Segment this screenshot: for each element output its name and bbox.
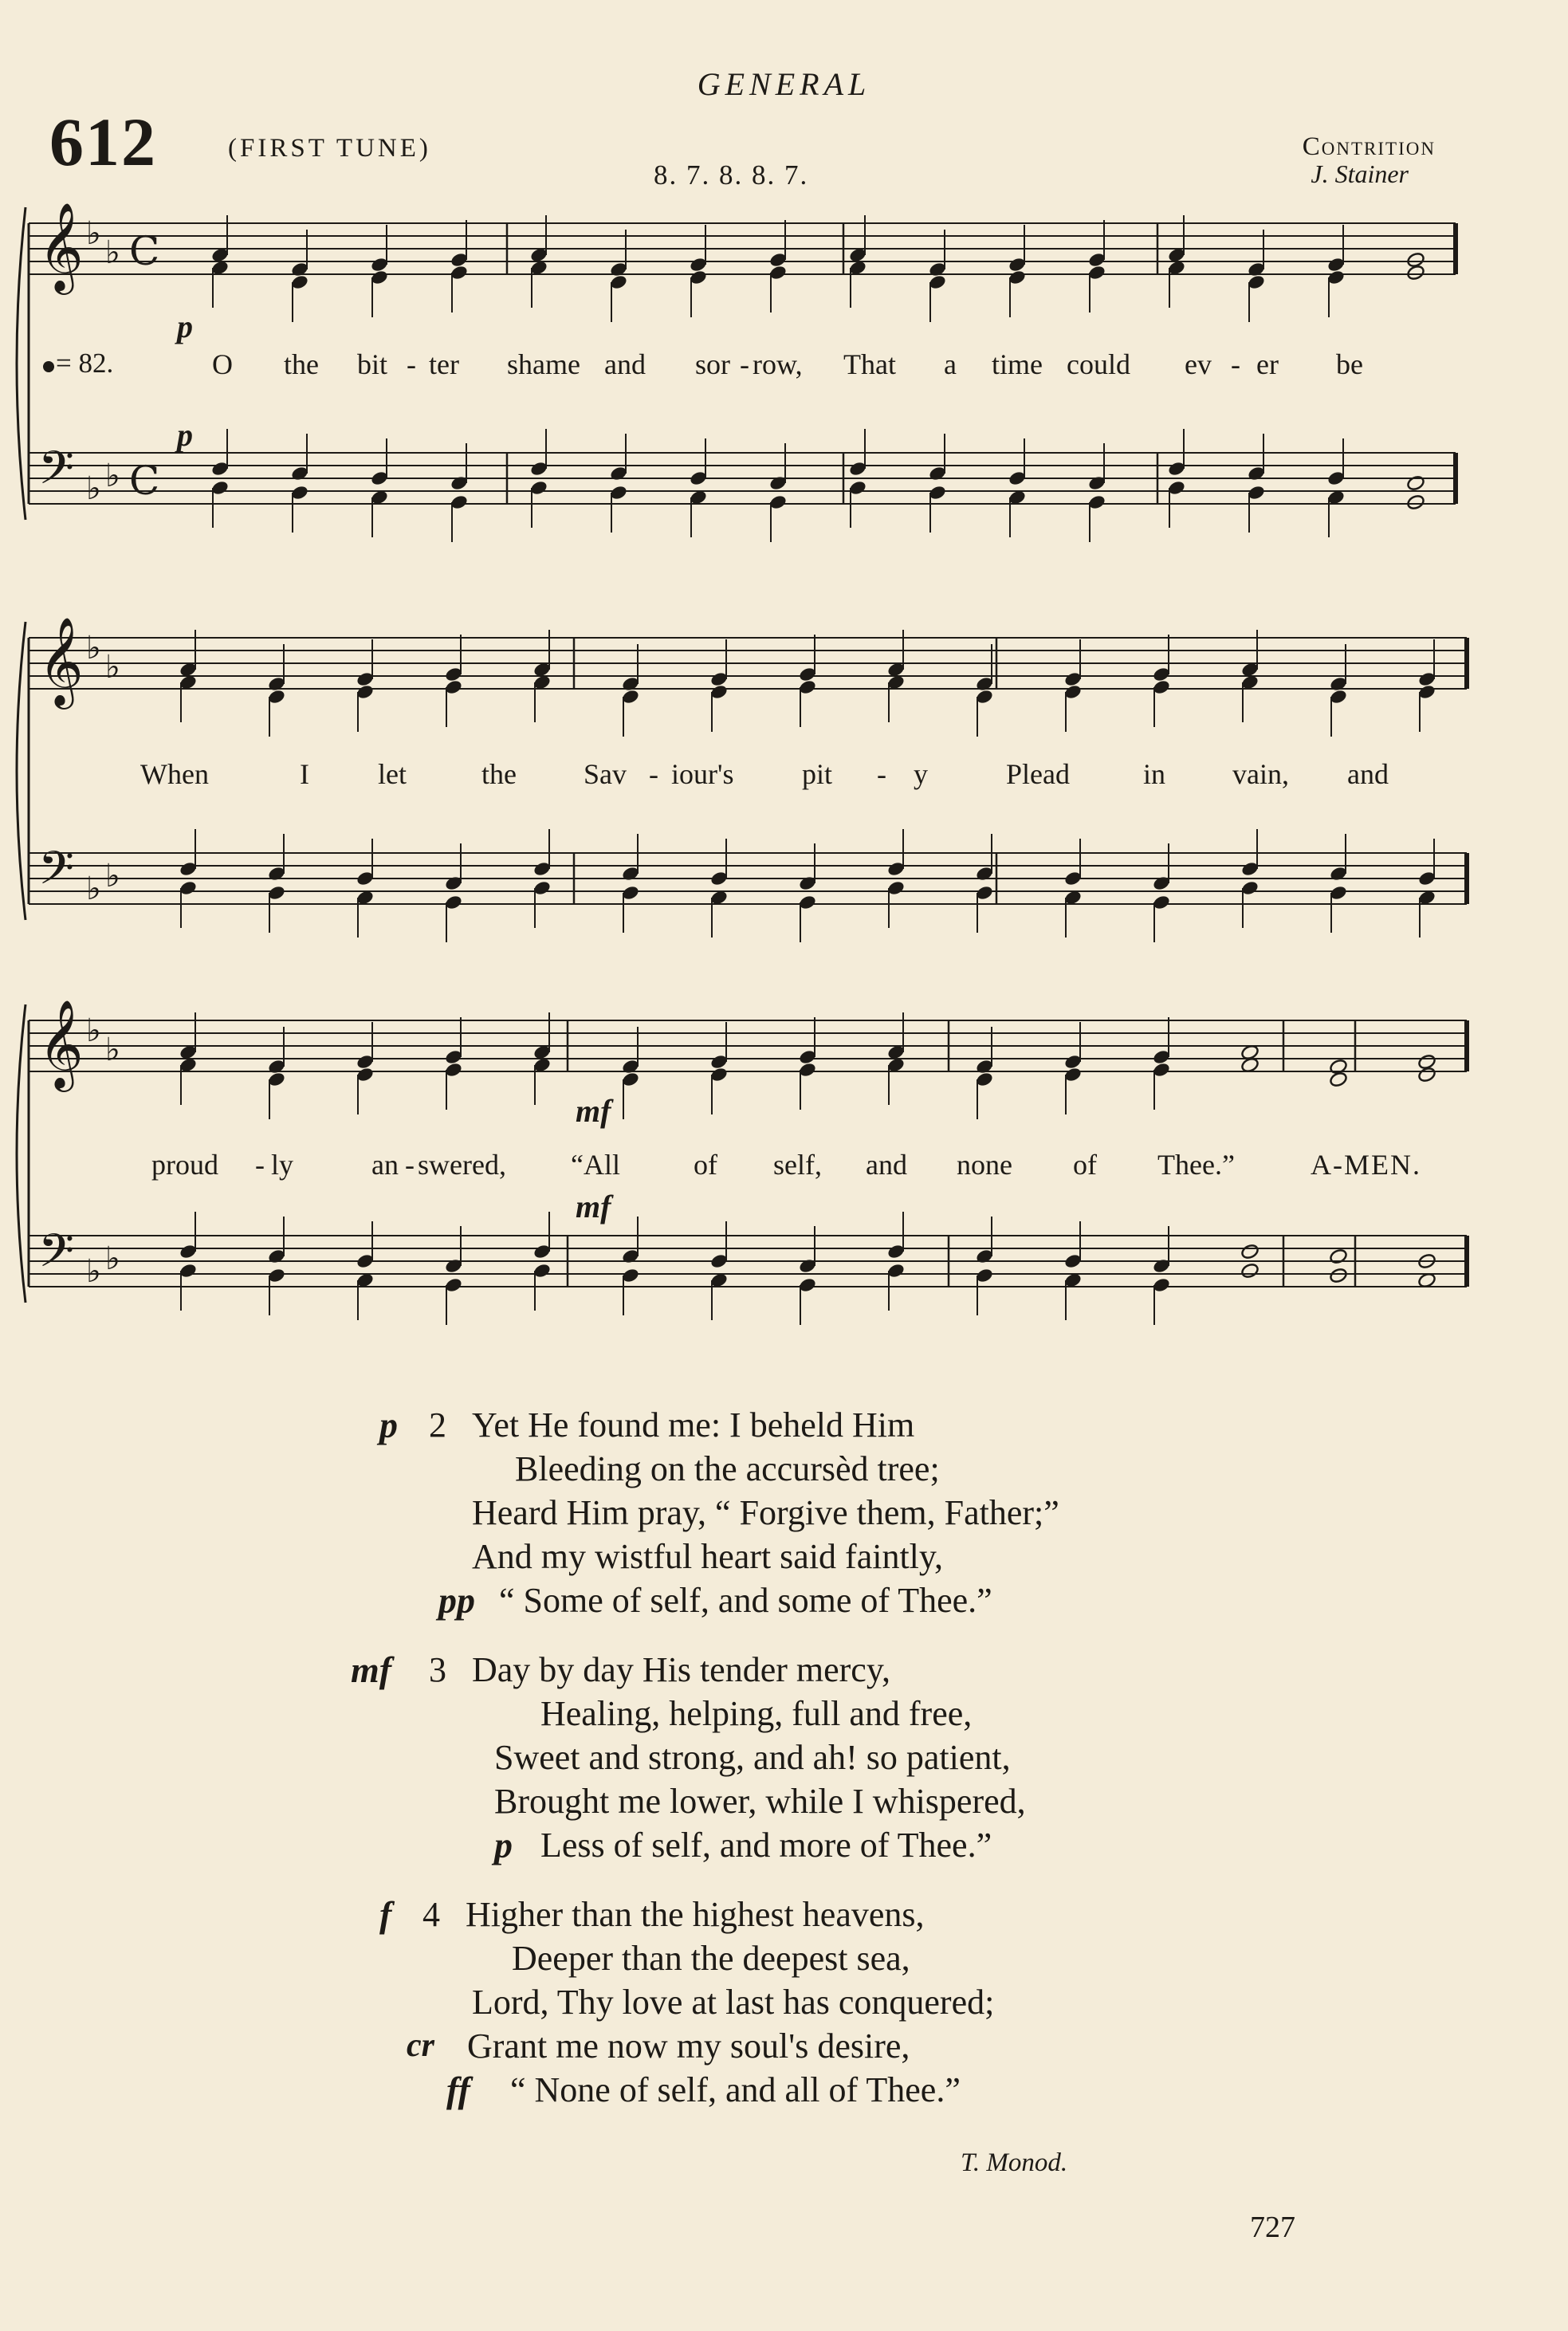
syllable: bit [357,348,388,380]
syllable: in [1143,758,1166,790]
verse-text: Lord, Thy love at last has conquered; [472,1983,995,2022]
dynamic-system3-treble: mf [576,1093,611,1129]
composer: J. Stainer [1311,159,1409,188]
flat-icon: ♭ [86,871,101,907]
syllable: let [378,758,407,790]
syllable: I [300,758,309,790]
clef-icon: 𝄢 [38,441,75,506]
verse-dynamic: pp [438,1580,475,1621]
verse-line [0,1535,1568,1578]
syllable: none [957,1149,1012,1181]
syllable: - [649,758,658,790]
note-head [1406,474,1425,491]
dynamic-system3-bass: mf [576,1189,611,1224]
syllable: the [481,758,517,790]
syllable: self, [773,1149,822,1181]
syllable: ly [271,1149,294,1181]
syllable: - [740,348,749,380]
verse-text: Grant me now my soul's desire, [467,2026,910,2066]
verse-dynamic: f [379,1894,392,1935]
syllable: ev [1185,348,1212,380]
syllable: Plead [1006,758,1070,790]
verse-line [0,1403,1568,1447]
time-signature-icon: C [129,228,160,274]
verse-2 [0,1403,1568,1622]
verse-line [0,1447,1568,1491]
verse-dynamic: cr [407,2027,434,2064]
clef-icon: 𝄞 [38,999,84,1088]
verse-text: Day by day His tender mercy, [472,1650,890,1689]
tempo-value: = 82. [56,348,114,379]
syllable: sor [695,348,730,380]
verses [0,1403,1568,2137]
note-head [1406,264,1425,281]
verse-line [0,1893,1568,1936]
verse-text: Bleeding on the accursèd tree; [515,1449,940,1488]
clef-icon: 𝄢 [38,841,75,906]
verse-text: And my wistful heart said faintly, [472,1537,944,1576]
flat-icon: ♭ [105,649,120,686]
syllable: - [877,758,886,790]
brace-icon [17,207,26,520]
syllable: time [992,348,1043,380]
verse-text: Sweet and strong, and ah! so patient, [494,1738,1011,1777]
dynamic-system1-treble: p [177,309,193,344]
syllable: That [843,348,896,380]
syllable: shame [507,348,580,380]
verse-text: Healing, helping, full and free, [540,1694,973,1733]
syllable: of [1073,1149,1097,1181]
syllable: and [866,1149,907,1181]
verse-dynamic: p [494,1825,513,1865]
verse-number: 2 [429,1405,446,1445]
verse-text: Yet He found me: I beheld Him [472,1405,915,1445]
note-head [1240,1262,1260,1279]
clef-icon: 𝄢 [38,1224,75,1289]
syllable: Thee.” [1157,1149,1235,1181]
syllable: an [371,1149,399,1181]
verse-line [0,1648,1568,1692]
syllable: O [212,348,233,380]
syllable: swered, [418,1149,506,1181]
syllable: and [604,348,646,380]
note-head [1329,1248,1348,1264]
verse-text: Deeper than the deepest sea, [512,1939,910,1978]
flat-icon: ♭ [86,470,101,507]
syllable: y [914,758,928,790]
verse-line [0,1491,1568,1535]
verse-line [0,1980,1568,2024]
verse-text: “ None of self, and all of Thee.” [510,2070,961,2109]
flat-icon: ♭ [105,858,120,894]
syllable: A-MEN. [1311,1149,1421,1181]
syllable: ter [429,348,459,380]
verse-text: Higher than the highest heavens, [466,1895,925,1934]
syllable: pit [802,758,833,790]
verse-line [0,1735,1568,1779]
brace-icon [17,1004,26,1303]
verse-line [0,1692,1568,1735]
syllable: iour's [671,758,734,790]
tune-name: Contrition [1302,132,1436,161]
syllable: When [140,758,209,790]
syllable: a [944,348,957,380]
syllable: could [1067,348,1130,380]
syllable: and [1347,758,1389,790]
syllable: Sav [584,758,627,790]
syllable: er [1256,348,1279,380]
syllable: - [407,348,416,380]
verse-3 [0,1648,1568,1867]
verse-line [0,1823,1568,1867]
flat-icon: ♭ [105,458,120,494]
tempo-marking [43,348,113,379]
verse-line [0,1779,1568,1823]
quarter-note-icon [41,360,56,374]
verse-number: 4 [422,1895,440,1934]
meter: 8. 7. 8. 8. 7. [654,159,809,191]
verse-line [0,2068,1568,2112]
flat-icon: ♭ [86,1253,101,1290]
brace-icon [17,622,26,920]
note-head [1240,1243,1260,1260]
time-signature-icon: C [129,458,160,504]
syllable: - [405,1149,415,1181]
verse-text: Brought me lower, while I whispered, [494,1782,1026,1821]
note-head [1329,1267,1348,1283]
tune-label: (FIRST TUNE) [228,134,431,163]
flat-icon: ♭ [105,234,120,271]
verse-number: 3 [429,1650,446,1689]
flat-icon: ♭ [105,1240,120,1277]
verse-line [0,1578,1568,1622]
syllable: vain, [1232,758,1289,790]
syllable: be [1336,348,1363,380]
flat-icon: ♭ [86,1012,101,1049]
verse-4 [0,1893,1568,2112]
flat-icon: ♭ [86,215,101,252]
flat-icon: ♭ [105,1032,120,1068]
verse-text: “ Some of self, and some of Thee.” [499,1581,992,1620]
verse-dynamic: p [379,1405,398,1445]
clef-icon: 𝄞 [38,202,84,291]
dynamic-system1-bass: p [177,417,193,453]
syllable: “All [571,1149,620,1181]
syllable: proud [151,1149,218,1181]
syllable: - [255,1149,265,1181]
verse-text: Heard Him pray, “ Forgive them, Father;” [472,1493,1059,1532]
text-author: T. Monod. [961,2148,1068,2177]
verse-line [0,1936,1568,1980]
syllable: - [1231,348,1240,380]
syllable: row, [753,348,803,380]
syllable: of [694,1149,717,1181]
verse-dynamic: mf [351,1649,392,1690]
page-number: 727 [1250,2211,1295,2244]
verse-dynamic: ff [446,2070,470,2110]
verse-text: Less of self, and more of Thee.” [540,1826,992,1865]
clef-icon: 𝄞 [38,616,84,706]
hymn-number: 612 [49,104,157,180]
note-head [1417,1066,1436,1083]
note-head [1406,493,1425,510]
note-head [1329,1071,1348,1087]
running-head: GENERAL [697,66,871,102]
syllable: the [284,348,319,380]
flat-icon: ♭ [86,630,101,666]
verse-line [0,2024,1568,2068]
